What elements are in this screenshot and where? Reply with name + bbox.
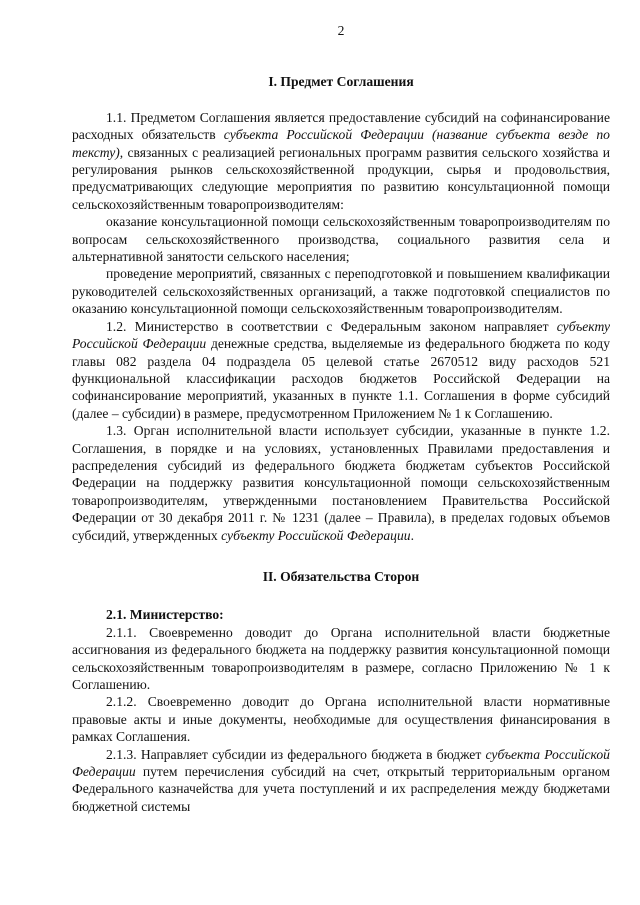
bullet-consulting: оказание консультационной помощи сельскохозяйственным товаропроизводителям по вопросам сельскохозяйственного производства, социального развития села и альтернативной занятости сельского населения; [72, 214, 610, 265]
subsection-2-1-title: 2.1. Министерство: [106, 607, 224, 623]
paragraph-2-1-3-italic: субъекта Российской Федерации [72, 746, 610, 780]
paragraph-1-2 [72, 318, 610, 422]
paragraph-1-3 [72, 422, 610, 544]
paragraph-2-1-3 [72, 746, 610, 816]
paragraph-1-1-text-c: , связанных с реализацией региональных программ развития сельского хозяйства и регулирования рынков сельскохозяйственной продукции, сырья и продовольствия, предусматривающих следующие мероприятия по развитию консультационной помощи сельскохозяйственным товаропроизводителям: [72, 144, 610, 212]
page-number: 2 [337, 23, 345, 38]
paragraph-1-1-text-a: 1.1. Предметом Соглашения является предоставление субсидий на софинансирование расходных обязательств [72, 109, 610, 143]
paragraph-1-1 [72, 109, 610, 213]
paragraph-1-1-italic: субъекта Российской Федерации (название субъекта везде по тексту) [72, 127, 610, 160]
section-2-heading: II. Обязательства Сторон [262, 568, 420, 584]
paragraph-1-2-text-c: денежные средства, выделяемые из федерального бюджета по коду главы 082 раздела 04 подраздела 05 целевой статье 2670512 виду расходов 521 функциональной классификации расходов бюджетов Российской Федерации на софинансирование мероприятий, указанных в пункте 1.1. Соглашения в форме субсидий (далее – субсидии) в размере, предусмотренном Приложением № 1 к Соглашению. [72, 336, 610, 421]
paragraph-2-1-2: 2.1.2. Своевременно доводит до Органа исполнительной власти нормативные правовые акты и иные документы, необходимые для осуществления финансирования в рамках Соглашения. [72, 694, 610, 745]
section-1-heading: I. Предмет Соглашения [268, 74, 414, 90]
paragraph-1-2-text-a: 1.2. Министерство в соответствии с Федеральным законом направляет [106, 318, 557, 334]
paragraph-2-1-3-text-c: путем перечисления субсидий на счет, открытый территориальным органом Федерального казначейства для учета поступлений и их распределения между бюджетами бюджетной системы [72, 764, 610, 814]
paragraph-1-2-italic: субъекту Российской Федерации [72, 318, 610, 352]
paragraph-1-3-text-c: . [410, 527, 414, 543]
bullet-training: проведение мероприятий, связанных с переподготовкой и повышением квалификации руководителей сельскохозяйственных организаций, а также подготовкой специалистов по оказанию консультационной помощи сельскохозяйственным товаропроизводителям. [72, 266, 610, 317]
paragraph-1-3-italic: субъекту Российской Федерации [221, 527, 411, 543]
paragraph-2-1-3-text-a: 2.1.3. Направляет субсидии из федерального бюджета в бюджет [106, 746, 486, 762]
paragraph-1-3-text-a: 1.3. Орган исполнительной власти использует субсидии, указанные в пункте 1.2. Соглашения, в порядке и на условиях, установленных Правилами предоставления и распределения субсидий из федерального бюджета бюджетам субъектов Российской Федерации на поддержку развития консультационной помощи сельскохозяйственным товаропроизводителям, утвержденными постановлением Правительства Российской Федерации от 30 декабря 2011 г. № 1231 (далее – Правила), в пределах годовых объемов субсидий, утвержденных [72, 423, 610, 543]
paragraph-2-1-1: 2.1.1. Своевременно доводит до Органа исполнительной власти бюджетные ассигнования из федерального бюджета на поддержку развития консультационной помощи сельскохозяйственным товаропроизводителям в размере, согласно Приложению № 1 к Соглашению. [72, 624, 610, 692]
